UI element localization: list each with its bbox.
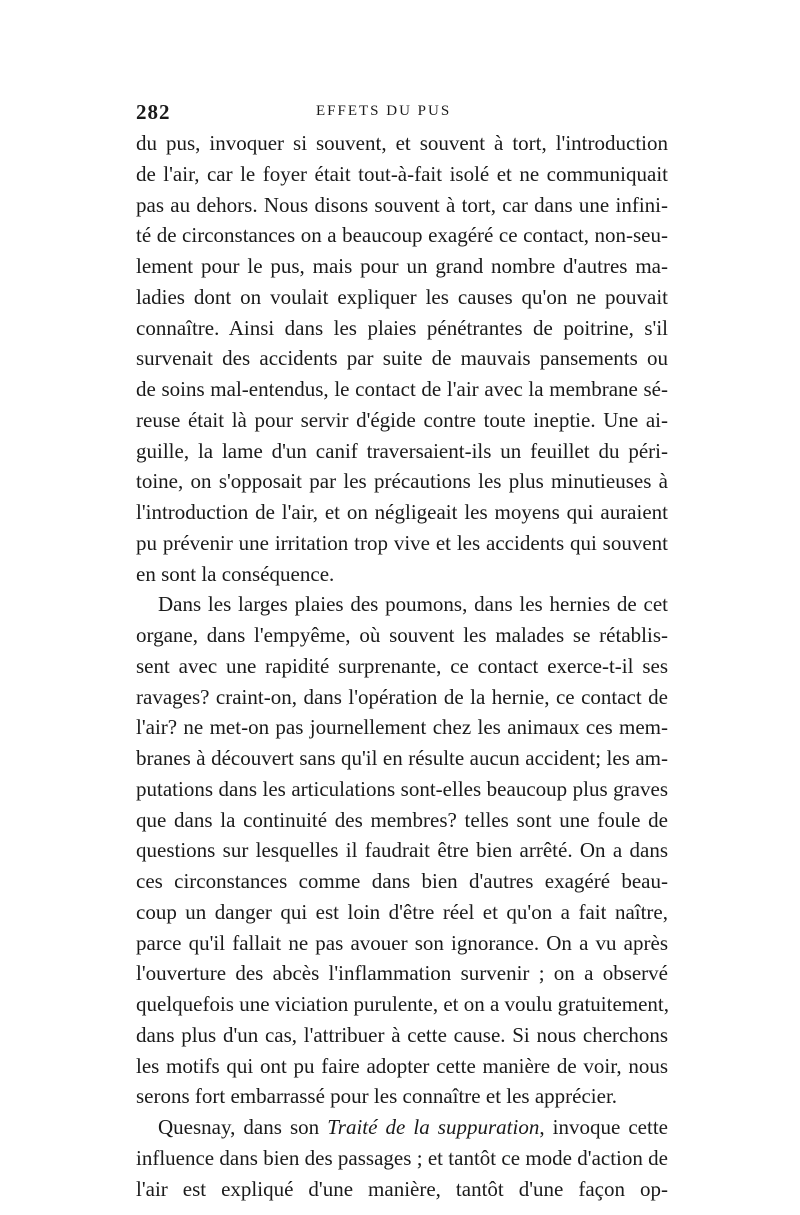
- text-line: les motifs qui ont pu faire adopter cette manière de voir, nous: [136, 1053, 668, 1078]
- text-line: de soins mal-entendus, le contact de l'air avec la membrane sé-: [136, 377, 668, 401]
- text-line: coup un danger qui est loin d'être réel et qu'on a fait naître,: [136, 899, 668, 924]
- text-line: parce qu'il fallait ne pas avouer son ignorance. On a vu après: [136, 930, 668, 955]
- text-line: l'introduction de l'air, et on négligeait les moyens qui auraient: [136, 500, 668, 524]
- text-line: sent avec une rapidité surprenante, ce contact exerce-t-il ses: [136, 653, 668, 678]
- page-number: 282: [136, 100, 171, 124]
- text-line: ces circonstances comme dans bien d'autres exagéré beau-: [136, 869, 668, 893]
- running-title: EFFETS DU PUS: [316, 103, 452, 119]
- text-line: té de circonstances on a beaucoup exagéré ce contact, non-seu-: [136, 223, 668, 248]
- book-title-italic: Traité de la suppuration: [327, 1115, 540, 1139]
- text-line: survenait des accidents par suite de mauvais pansements ou: [136, 346, 668, 371]
- body-text: [136, 128, 668, 1204]
- text-line: dans plus d'un cas, l'attribuer à cette cause. Si nous cherchons: [136, 1022, 668, 1047]
- text-line: que dans la continuité des membres? telles sont une foule de: [136, 807, 668, 832]
- text-line: questions sur lesquelles il faudrait être bien arrêté. On a dans: [136, 838, 668, 863]
- text-line: du pus, invoquer si souvent, et souvent à tort, l'introduction: [136, 131, 668, 155]
- text-line: toine, on s'opposait par les précautions les plus minutieuses à: [136, 469, 668, 494]
- text-line: branes à découvert sans qu'il en résulte aucun accident; les am-: [136, 746, 668, 770]
- text-line: influence dans bien des passages ; et tantôt ce mode d'action de: [136, 1145, 668, 1170]
- text-line: en sont la conséquence.: [136, 561, 335, 586]
- paragraph-start-line: Dans les larges plaies des poumons, dans les hernies de cet: [158, 592, 668, 617]
- paragraph-start-line: [136, 1112, 668, 1143]
- text-line: pu prévenir une irritation trop vive et les accidents qui souvent: [136, 530, 668, 555]
- text-segment: , invoque cette: [539, 1115, 668, 1139]
- text-line: l'air? ne met-on pas journellement chez les animaux ces mem-: [136, 715, 668, 740]
- text-line: quelquefois une viciation purulente, et on a voulu gratuitement,: [136, 992, 670, 1016]
- text-line: l'air est expliqué d'une manière, tantôt d'une façon op-: [136, 1176, 668, 1201]
- text-line: pas au dehors. Nous disons souvent à tort, car dans une infini-: [136, 192, 668, 217]
- text-line: guille, la lame d'un canif traversaient-ils un feuillet du péri-: [136, 438, 668, 463]
- text-line: serons fort embarrassé pour les connaître et les apprécier.: [136, 1084, 618, 1109]
- text-line: ladies dont on voulait expliquer les causes qu'on ne pouvait: [136, 284, 668, 309]
- text-line: ravages? craint-on, dans l'opération de la hernie, ce contact de: [136, 684, 668, 709]
- text-line: organe, dans l'empyême, où souvent les malades se rétablis-: [136, 623, 668, 647]
- running-head: [136, 100, 668, 126]
- text-line: l'ouverture des abcès l'inflammation survenir ; on a observé: [136, 961, 668, 986]
- text-line: lement pour le pus, mais pour un grand nombre d'autres ma-: [136, 254, 668, 278]
- text-segment: Quesnay, dans son: [158, 1115, 328, 1139]
- text-line: connaître. Ainsi dans les plaies pénétrantes de poitrine, s'il: [136, 315, 668, 340]
- text-line: de l'air, car le foyer était tout-à-fait isolé et ne communiquait: [136, 161, 668, 186]
- text-line: putations dans les articulations sont-elles beaucoup plus graves: [136, 776, 668, 801]
- text-line: reuse était là pour servir d'égide contre toute ineptie. Une ai-: [136, 407, 668, 432]
